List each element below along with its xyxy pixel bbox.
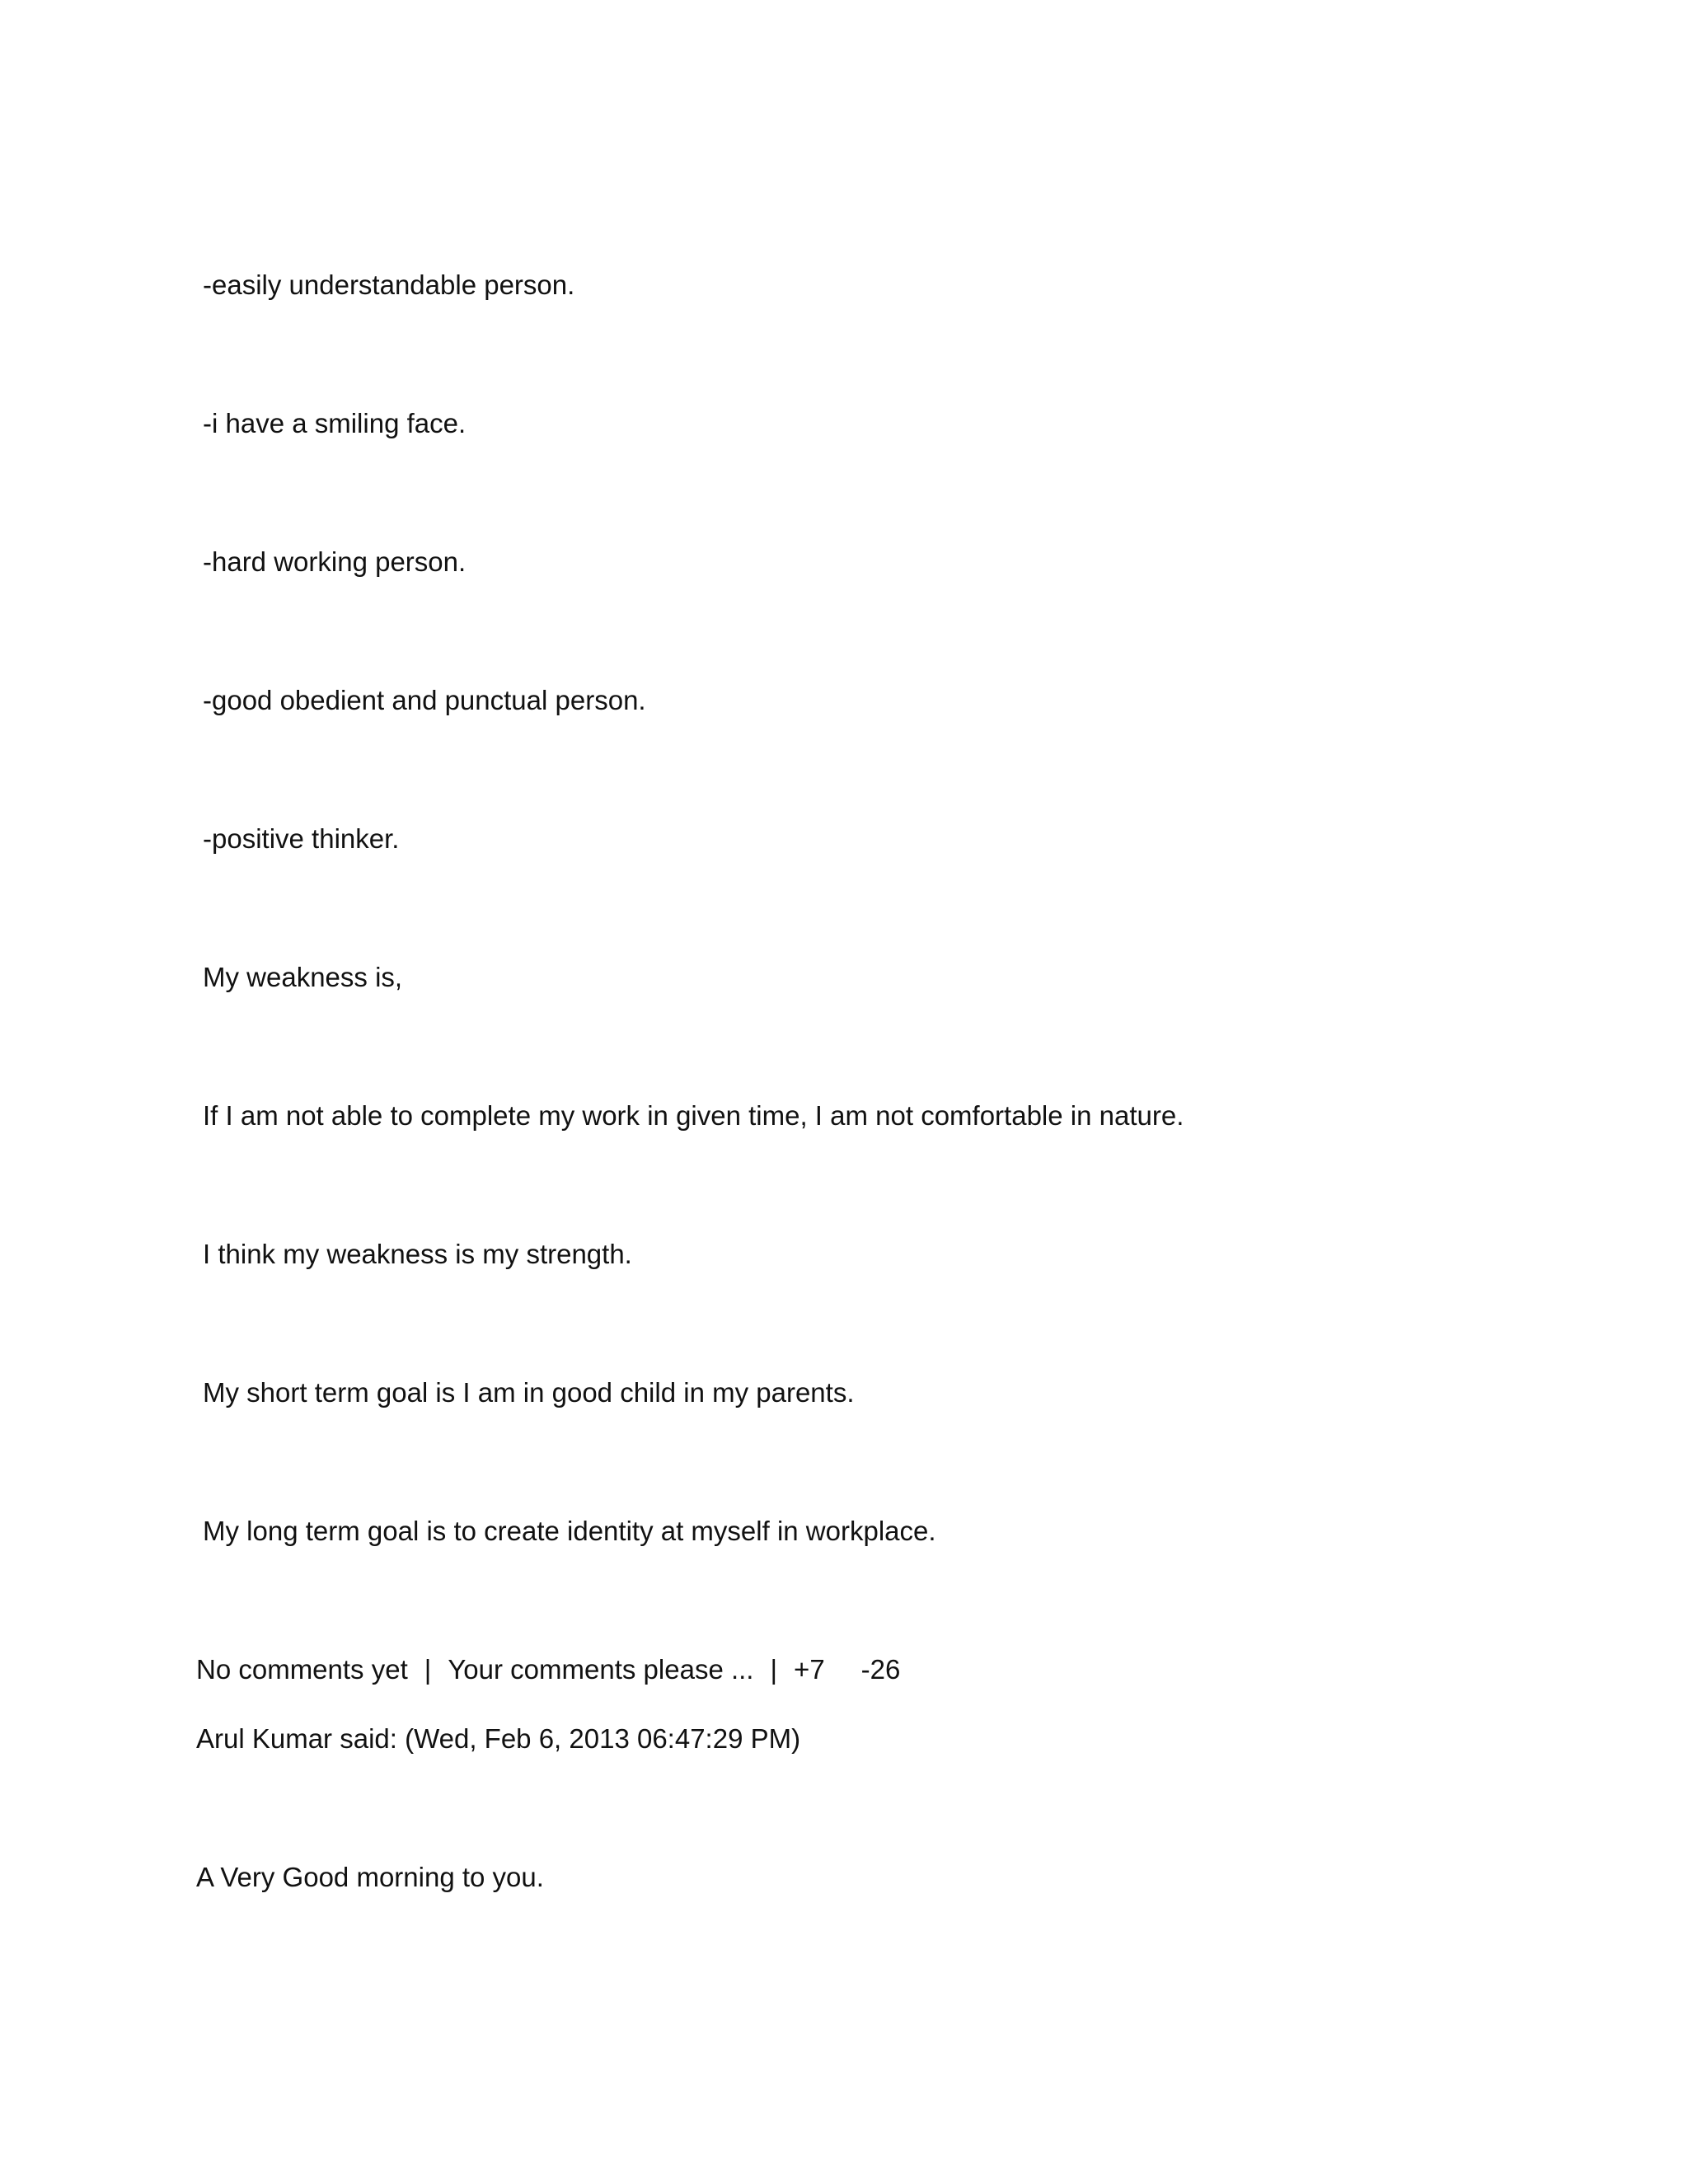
body-line: If I am not able to complete my work in given time, I am not comfortable in nature. [203,1100,1184,1131]
comment-bar [196,1653,900,1686]
body-line: -easily understandable person. [203,269,575,300]
body-line: -hard working person. [203,546,467,577]
downvote-count[interactable]: -26 [860,1654,901,1685]
body-line: My short term goal is I am in good child in my parents. [203,1377,855,1408]
separator: | [424,1654,432,1685]
body-line: -positive thinker. [203,823,400,854]
no-comments-label: No comments yet [196,1654,408,1685]
body-line: I think my weakness is my strength. [203,1239,632,1269]
body-line: -i have a smiling face. [203,408,467,438]
separator: | [770,1654,778,1685]
reply-greeting: A Very Good morning to you. [196,1862,544,1892]
body-line: My weakness is, [203,962,403,992]
upvote-count[interactable]: +7 [794,1654,825,1685]
body-line: My long term goal is to create identity at myself in workplace. [203,1516,936,1546]
reply-author-line: Arul Kumar said: (Wed, Feb 6, 2013 06:47:29 PM) [196,1723,801,1754]
your-comments-link[interactable]: Your comments please ... [448,1654,754,1685]
body-line: -good obedient and punctual person. [203,685,646,715]
